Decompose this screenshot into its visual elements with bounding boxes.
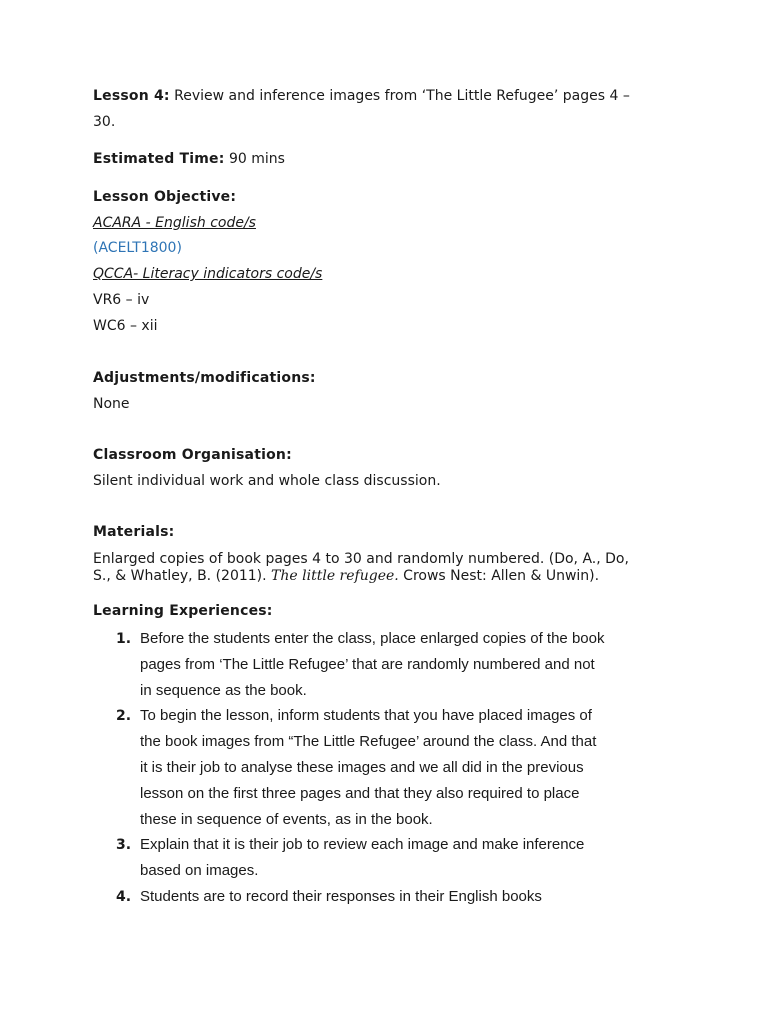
list-item-number: 1.: [116, 631, 132, 647]
learning-experiences-label: Learning Experiences:: [93, 603, 273, 619]
list-item-text: pages from ‘The Little Refugee’ that are randomly numbered and not: [140, 656, 595, 673]
lesson-title-line: [93, 86, 630, 106]
list-item-text: Explain that it is their job to review each image and make inference: [140, 836, 585, 853]
qcca-code: WC6 – xii: [93, 318, 158, 334]
materials-citation-start: S., & Whatley, B. (2011).: [93, 568, 272, 584]
materials-line-2: [93, 566, 599, 586]
classroom-organisation-label: Classroom Organisation:: [93, 447, 292, 463]
list-item-text: Students are to record their responses in their English books: [140, 888, 542, 905]
adjustments-label: Adjustments/modifications:: [93, 370, 316, 386]
classroom-organisation-value: Silent individual work and whole class discussion.: [93, 473, 441, 489]
list-item-text: lesson on the first three pages and that they also required to place: [140, 785, 580, 802]
estimated-time-label: Estimated Time:: [93, 151, 225, 167]
list-item-text: the book images from “The Little Refugee’ around the class. And that: [140, 733, 597, 750]
list-item-text: Before the students enter the class, place enlarged copies of the book: [140, 630, 605, 647]
list-item-text: To begin the lesson, inform students that you have placed images of: [140, 707, 592, 724]
estimated-time-line: [93, 149, 285, 169]
list-item-text: in sequence as the book.: [140, 682, 307, 699]
qcca-code: VR6 – iv: [93, 292, 150, 308]
materials-label: Materials:: [93, 524, 175, 540]
materials-book-title: The little refugee.: [271, 568, 399, 584]
list-item-number: 3.: [116, 837, 132, 853]
lesson-label: Lesson 4:: [93, 88, 170, 104]
list-item-text: it is their job to analyse these images and we all did in the previous: [140, 759, 584, 776]
lesson-title-line-2: 30.: [93, 114, 116, 130]
list-item-text: these in sequence of events, as in the book.: [140, 811, 433, 828]
list-item-number: 4.: [116, 889, 132, 905]
qcca-heading: QCCA- Literacy indicators code/s: [93, 266, 323, 282]
acara-code: (ACELT1800): [93, 240, 182, 256]
list-item-text: based on images.: [140, 862, 259, 879]
adjustments-value: None: [93, 396, 130, 412]
estimated-time-value: 90 mins: [224, 151, 285, 167]
materials-citation-end: Crows Nest: Allen & Unwin).: [398, 568, 600, 584]
lesson-objective-label: Lesson Objective:: [93, 189, 237, 205]
list-item-number: 2.: [116, 708, 132, 724]
lesson-description: Review and inference images from ‘The Little Refugee’ pages 4 –: [169, 88, 630, 104]
materials-line-1: Enlarged copies of book pages 4 to 30 and randomly numbered. (Do, A., Do,: [93, 551, 629, 567]
acara-heading: ACARA - English code/s: [93, 215, 256, 231]
